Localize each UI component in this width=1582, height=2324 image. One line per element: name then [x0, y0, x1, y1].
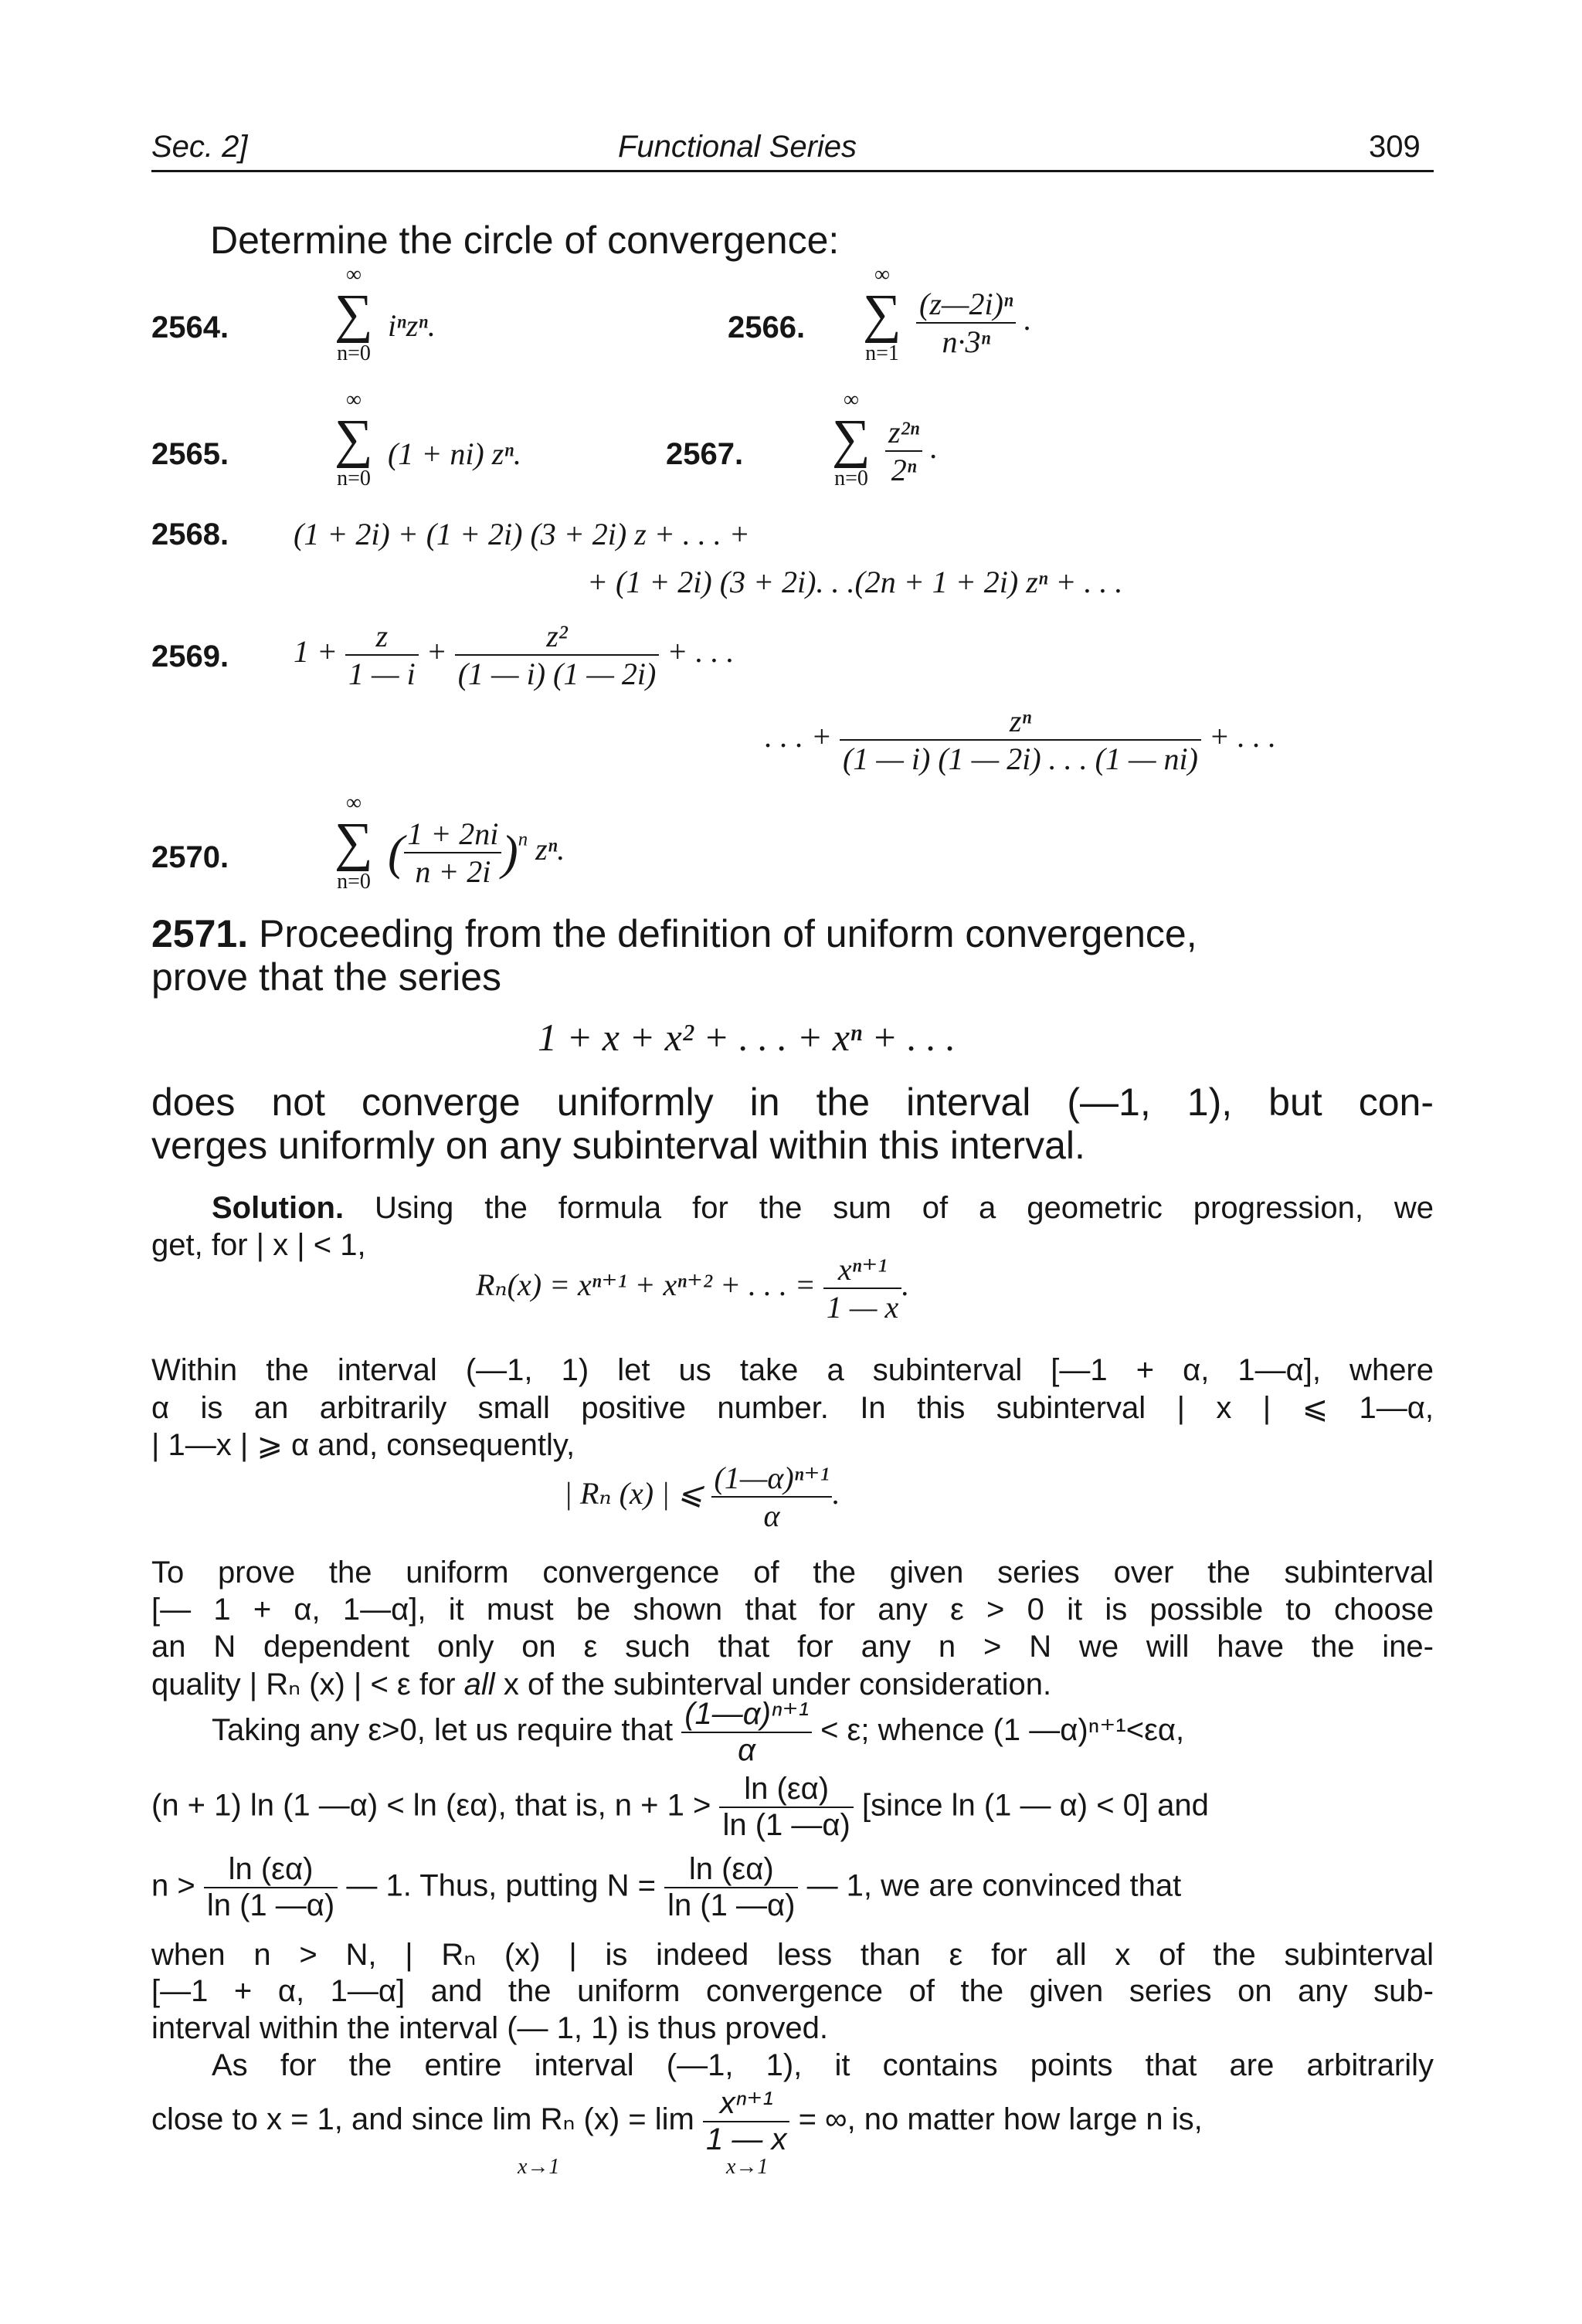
emphasis: all [463, 1668, 495, 1701]
paragraph-7-line-2 [151, 2085, 1203, 2157]
fraction-denominator: 1 — x [703, 2121, 789, 2157]
problem-text: Proceeding from the definition of uniform convergence, [259, 912, 1197, 955]
paragraph-5 [151, 1852, 1181, 1923]
problem-2564 [151, 310, 229, 345]
punctuation: . [930, 430, 939, 466]
header-rule [151, 170, 1434, 172]
exponent: n [518, 829, 528, 850]
sigma-symbol: ∑ [334, 284, 373, 344]
expression-2566 [916, 286, 1031, 360]
text-segment: — 1, we are convinced that [806, 1868, 1182, 1903]
fraction-numerator: (1—α)ⁿ⁺¹ [684, 1697, 809, 1731]
text-segment: close to x = 1, and since lim Rₙ (x) = lim [151, 2102, 694, 2137]
text-segment: (n + 1) ln (1 —α) < ln (εα), that is, n + 1 > [151, 1788, 711, 1823]
expression-line-1: (1 + 2i) + (1 + 2i) (3 + 2i) z + . . . + [294, 517, 750, 551]
problem-2567 [666, 437, 743, 472]
fraction-numerator: (1—α)ⁿ⁺¹ [714, 1461, 830, 1495]
problem-2565 [151, 437, 229, 472]
paragraph-2-line-1: To prove the uniform convergence of the given series over the subinterval [151, 1556, 1434, 1589]
problem-number: 2565. [151, 437, 229, 471]
fraction-numerator: zⁿ [1009, 704, 1032, 738]
text-segment: n > [151, 1868, 195, 1903]
expression: (1 + ni) zⁿ. [388, 436, 521, 471]
problem-2571-line-2: prove that the series [151, 955, 502, 999]
fraction-numerator: ln (εα) [228, 1852, 314, 1886]
tail-terms: + . . . [667, 634, 735, 670]
sum-upper-limit: ∞ [346, 791, 362, 815]
fraction-denominator: (1 — i) (1 — 2i) [455, 654, 660, 692]
text-segment: [since ln (1 — α) < 0] and [861, 1788, 1209, 1823]
fraction-numerator: xⁿ⁺¹ [719, 2086, 773, 2120]
sum-lower-limit: n=0 [834, 466, 868, 490]
tail-terms: + . . . [1208, 719, 1276, 755]
fraction-denominator: ln (1 —α) [719, 1807, 853, 1843]
sum-2565 [323, 388, 385, 491]
problem-2569 [151, 640, 229, 674]
sigma-symbol: ∑ [334, 813, 373, 872]
page-number: 309 [1369, 130, 1421, 164]
paragraph-6-line-2: [—1 + α, 1—α] and the uniform convergence of the given series on any sub- [151, 1974, 1434, 2008]
paragraph-6-line-3: interval within the interval (— 1, 1) is thus proved. [151, 2011, 828, 2045]
sum-lower-limit: n=0 [337, 466, 371, 490]
text-segment: quality | Rₙ (x) | < ε for [151, 1668, 456, 1701]
fraction-denominator: 2ⁿ [885, 450, 922, 488]
solution-text: Using the formula for the sum of a geometric progression, we [375, 1191, 1434, 1225]
expression-2570 [388, 816, 565, 890]
fraction-numerator: xⁿ⁺¹ [837, 1252, 888, 1287]
problem-number: 2570. [151, 840, 229, 874]
text-segment: Taking any ε>0, let us require that [212, 1713, 674, 1748]
sum-lower-limit: n=0 [337, 341, 371, 365]
fraction-denominator: n + 2i [404, 852, 501, 890]
section-label: Sec. 2] [151, 130, 248, 164]
fraction-denominator: n·3ⁿ [916, 322, 1016, 360]
expression-2569-line-1 [294, 618, 734, 692]
fraction-numerator: ln (εα) [744, 1772, 830, 1806]
open-paren: ( [388, 825, 405, 880]
problem-2566 [728, 310, 805, 345]
close-paren: ) [501, 825, 518, 880]
paragraph-3 [212, 1696, 1184, 1768]
sum-2570 [323, 791, 385, 894]
sum-upper-limit: ∞ [346, 388, 362, 412]
sigma-symbol: ∑ [863, 284, 901, 344]
lead-term: . . . + [765, 719, 832, 755]
fraction-denominator: 1 — i [345, 654, 419, 692]
sum-upper-limit: ∞ [874, 263, 890, 287]
fraction-denominator: α [711, 1496, 833, 1534]
sum-2564 [323, 263, 385, 366]
text-segment: x of the subinterval under consideration. [503, 1668, 1052, 1701]
problem-number: 2571. [151, 912, 249, 955]
problem-number: 2569. [151, 640, 229, 673]
sigma-symbol: ∑ [832, 409, 871, 469]
text-segment: — 1. Thus, putting N = [346, 1868, 656, 1903]
lead-term: 1 + [294, 634, 338, 670]
sum-2567 [820, 388, 882, 491]
fraction-numerator: 1 + 2ni [407, 816, 499, 851]
paragraph-1-line-2: α is an arbitrarily small positive number. In this subinterval | x | ⩽ 1—α, [151, 1391, 1434, 1425]
remainder-formula [476, 1251, 909, 1325]
punctuation: . [901, 1267, 910, 1303]
fraction-denominator: (1 — i) (1 — 2i) . . . (1 — ni) [840, 739, 1201, 777]
fraction-denominator: 1 — x [823, 1288, 901, 1325]
plus-sign: + [426, 634, 447, 670]
solution-intro-line-2: get, for | x | < 1, [151, 1228, 366, 1262]
problem-2571-line-4: verges uniformly on any subinterval within this interval. [151, 1124, 1085, 1167]
formula-lhs: Rₙ(x) = xⁿ⁺¹ + xⁿ⁺² + . . . = [476, 1267, 816, 1303]
sum-lower-limit: n=1 [865, 341, 899, 365]
fraction-numerator: ln (εα) [688, 1852, 774, 1886]
fraction-denominator: ln (1 —α) [664, 1887, 798, 1923]
fraction-numerator: (z—2i)ⁿ [919, 287, 1013, 321]
series-expression: 1 + x + x² + . . . + xⁿ + . . . [538, 1016, 956, 1059]
sum-upper-limit: ∞ [346, 263, 362, 287]
sigma-symbol: ∑ [334, 409, 373, 469]
tail-term: zⁿ. [535, 832, 565, 867]
limit-subscript-1: x→1 [518, 2155, 560, 2179]
limit-subscript-2: x→1 [726, 2155, 769, 2179]
fraction-numerator: z² [546, 619, 568, 653]
paragraph-1-line-1: Within the interval (—1, 1) let us take a subinterval [—1 + α, 1—α], where [151, 1353, 1434, 1387]
sum-lower-limit: n=0 [337, 870, 371, 894]
sum-2566 [851, 263, 913, 366]
fraction-denominator: ln (1 —α) [204, 1887, 338, 1923]
paragraph-4 [151, 1772, 1209, 1843]
problem-2568 [151, 517, 229, 552]
problem-number: 2568. [151, 517, 229, 551]
text-segment: < ε; whence (1 —α)ⁿ⁺¹<εα, [820, 1713, 1185, 1748]
solution-label: Solution. [212, 1191, 345, 1225]
exercise-heading: Determine the circle of convergence: [210, 219, 840, 262]
problem-2571-line-1 [151, 911, 1434, 956]
formula-lhs: | Rₙ (x) | ⩽ [564, 1476, 704, 1511]
paragraph-7-line-1: As for the entire interval (—1, 1), it contains points that are arbitrarily [212, 2048, 1434, 2082]
paragraph-1-line-3: | 1—x | ⩾ α and, consequently, [151, 1428, 575, 1462]
text-segment: = ∞, no matter how large n is, [798, 2102, 1203, 2137]
running-title: Functional Series [618, 130, 857, 164]
problem-number: 2566. [728, 310, 806, 344]
fraction-denominator: α [681, 1732, 812, 1768]
fraction-numerator: z²ⁿ [888, 415, 920, 450]
problem-number: 2567. [666, 437, 744, 471]
problem-2570 [151, 840, 229, 875]
fraction-numerator: z [375, 619, 389, 653]
problem-number: 2564. [151, 310, 229, 344]
problem-2571-line-3: does not converge uniformly in the interval (—1, 1), but con- [151, 1081, 1434, 1124]
expression-2569-line-2 [765, 703, 1276, 777]
sum-upper-limit: ∞ [844, 388, 859, 412]
paragraph-6-line-1: when n > N, | Rₙ (x) | is indeed less than ε for all x of the subinterval [151, 1938, 1434, 1972]
punctuation: . [1024, 302, 1032, 338]
punctuation: . [832, 1476, 840, 1511]
paragraph-2-line-2: [— 1 + α, 1—α], it must be shown that for any ε > 0 it is possible to choose [151, 1593, 1434, 1627]
solution-intro-line-1 [212, 1191, 1434, 1226]
expression: iⁿzⁿ. [388, 308, 436, 343]
bound-formula [564, 1460, 840, 1534]
expression-2567 [885, 414, 938, 488]
paragraph-2-line-3: an N dependent only on ε such that for any n > N we will have the ine- [151, 1630, 1434, 1664]
expression-line-2: + (1 + 2i) (3 + 2i). . .(2n + 1 + 2i) zⁿ + . . . [587, 565, 1123, 599]
